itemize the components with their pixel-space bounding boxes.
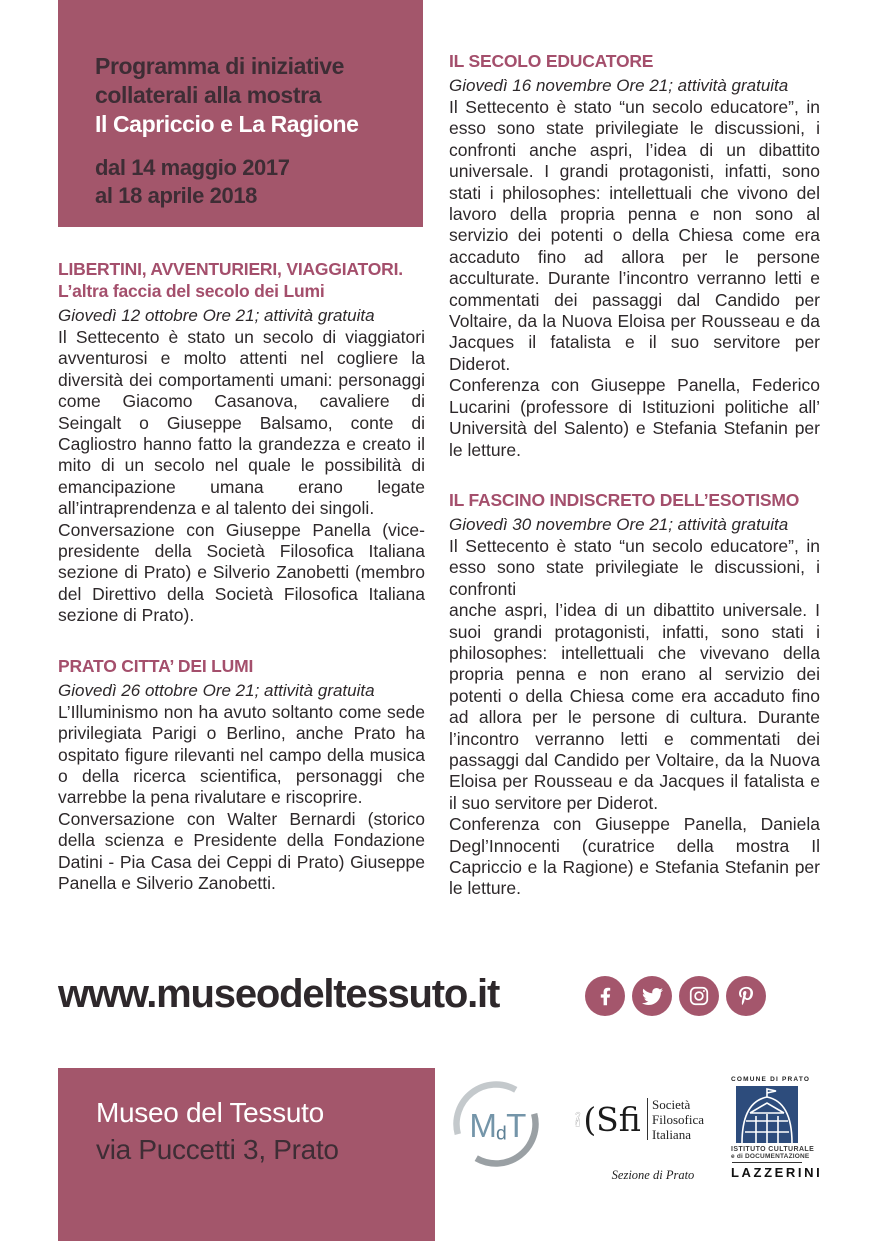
- twitter-icon: [642, 986, 663, 1007]
- pinterest-icon: [739, 986, 753, 1006]
- event-paragraph: Conferenza con Giuseppe Panella, Federico Lucarini (professore di Istituzioni politiche all’ Università del Salento) e Stefania Stefanin per le letture.: [449, 375, 820, 460]
- mdt-letter-d: d: [496, 1123, 507, 1145]
- website-link[interactable]: www.museodeltessuto.it: [58, 972, 500, 1016]
- mdt-letter-m: M: [469, 1107, 497, 1145]
- exhibition-title: Il Capriccio e La Ragione: [95, 111, 359, 137]
- event-paragraph: anche aspri, l’idea di un dibattito universale. I suoi grandi protagonisti, infatti, sono stati i philosophes: intellettuali che vivevano della propria penna e non erano al servizio dei potenti o della Chiesa come era accaduto fino ad allora per le persone di cultura. Durante l’incontro verranno letti e commentati dei passaggi dal Candido per Voltaire, da la Nuova Eloisa per Rousseau e da Jacques il fatalista e il suo servitore per Diderot.: [449, 600, 820, 813]
- twitter-link[interactable]: [632, 976, 672, 1016]
- mdt-letter-t: T: [506, 1107, 527, 1145]
- event-heading-line: IL FASCINO INDISCRETO DELL’ESOTISMO: [449, 489, 800, 510]
- event-heading-line: LIBERTINI, AVVENTURIERI, VIAGGIATORI.: [58, 259, 403, 279]
- event-paragraph: Il Settecento è stato un secolo di viaggiatori avventurosi e molto attenti nel cogliere la diversità dei comportamenti umani: personaggi come Giacomo Casanova, cavaliere di Seingalt o Giuseppe Balsamo, conte di Cagliostro hanno fatto la grandezza e creato il mito di un secolo nel quale le possibilità di emancipazione umana erano legate all’intraprendenza e al talento dei singoli.: [58, 327, 425, 519]
- lazzerini-divider: [732, 1162, 802, 1163]
- left-column: [58, 258, 425, 894]
- event-date: Giovedì 12 ottobre Ore 21; attività gratuita: [58, 306, 375, 325]
- event-section-libertini: [58, 258, 425, 627]
- facebook-link[interactable]: [585, 976, 625, 1016]
- event-date: Giovedì 26 ottobre Ore 21; attività gratuita: [58, 680, 375, 700]
- sfi-section-label: Sezione di Prato: [611, 1168, 695, 1182]
- event-heading-line: L’altra faccia del secolo dei Lumi: [58, 281, 325, 301]
- right-column: [449, 50, 820, 900]
- date-from: dal 14 maggio 2017: [95, 155, 290, 180]
- athena-sketch-icon: [574, 1076, 581, 1162]
- footer-address-box: [58, 1068, 435, 1241]
- event-heading: [58, 258, 425, 302]
- banner-title-line1: Programma di iniziative: [95, 53, 344, 79]
- documentazione-label: e di DOCUMENTAZIONE: [731, 1153, 810, 1160]
- sfi-name-line: Italiana: [652, 1126, 691, 1142]
- social-icons: [585, 976, 766, 1016]
- comune-di-prato-label: COMUNE DI PRATO: [731, 1076, 811, 1083]
- event-date: Giovedì 16 novembre Ore 21; attività gratuita: [449, 76, 789, 95]
- event-date: Giovedì 30 novembre Ore 21; attività gratuita: [449, 514, 789, 534]
- pinterest-link[interactable]: [726, 976, 766, 1016]
- event-section-secolo-educatore: [449, 50, 820, 461]
- sfi-name-line: Filosofica: [652, 1111, 704, 1127]
- museum-name: Museo del Tessuto: [96, 1097, 324, 1128]
- event-heading-line: PRATO CITTA’ DEI LUMI: [58, 655, 254, 676]
- societa-filosofica-italiana-logo: [574, 1076, 704, 1182]
- museum-address: via Puccetti 3, Prato: [96, 1134, 339, 1165]
- event-heading-line: IL SECOLO EDUCATORE: [449, 51, 654, 71]
- mdt-logo-icon: [450, 1078, 542, 1170]
- banner-title-line2: collaterali alla mostra: [95, 82, 322, 108]
- event-heading: [58, 655, 425, 677]
- sfi-logo-row: [574, 1076, 704, 1162]
- sfi-abbreviation: (Sfi: [583, 1099, 641, 1139]
- date-to: al 18 aprile 2018: [95, 183, 257, 208]
- lazzerini-building-icon: [736, 1086, 798, 1143]
- program-banner: [58, 0, 423, 227]
- lazzerini-logo: [731, 1076, 823, 1182]
- event-paragraph: Il Settecento è stato “un secolo educatore”, in esso sono state privilegiate le discussioni, i confronti: [449, 535, 820, 599]
- event-paragraph: L’Illuminismo non ha avuto soltanto come sede privilegiata Parigi o Berlino, anche Prato ha ospitato figure rilevanti nel campo della musica o della ricerca scientifica, personaggi che varrebbe la pena rivalutare e riscoprire.: [58, 701, 425, 808]
- museo-del-tessuto-logo: [450, 1078, 542, 1170]
- event-paragraph: Conversazione con Walter Bernardi (storico della scienza e Presidente della Fondazione Datini - Pia Casa dei Ceppi di Prato) Giuseppe Panella e Silverio Zanobetti.: [58, 808, 425, 893]
- banner-dates: [95, 154, 423, 210]
- istituto-culturale-label: ISTITUTO CULTURALE: [731, 1146, 815, 1153]
- event-section-prato-citta: [58, 655, 425, 895]
- lazzerini-name: LAZZERINI: [731, 1165, 823, 1180]
- website-row: [58, 972, 820, 1024]
- event-paragraph: Il Settecento è stato “un secolo educatore”, in esso sono state privilegiate le discussioni, i confronti anche aspri, l’idea di un dibattito universale. I grandi protagonisti, infatti, sono stati i philosophes: intellettuali che vivono del lavoro della propria penna e non sono al servizio dei potenti o della Chiesa come era accaduto fino ad allora per le persone acculturate. Durante l’incontro verranno letti e commentati dei passaggi dal Candido per Voltaire, da la Nuova Eloisa per Rousseau e da Jacques il fatalista e il suo servitore per Diderot.: [449, 97, 820, 374]
- sfi-name-line: Società: [652, 1096, 691, 1112]
- event-paragraph: Conversazione con Giuseppe Panella (vice-presidente della Società Filosofica Italiana sezione di Prato) e Silverio Zanobetti (membro del Direttivo della Società Filosofica Italiana sezione di Prato).: [58, 519, 425, 626]
- instagram-icon: [688, 985, 710, 1007]
- instagram-link[interactable]: [679, 976, 719, 1016]
- event-heading: [449, 50, 820, 72]
- event-section-fascino-esotismo: [449, 489, 820, 900]
- sfi-name-stack: [652, 1097, 704, 1142]
- event-heading: [449, 489, 820, 511]
- facebook-icon: [600, 986, 611, 1007]
- event-paragraph: Conferenza con Giuseppe Panella, Daniela Degl’Innocenti (curatrice della mostra Il Capriccio e la Ragione) e Stefania Stefanin per le letture.: [449, 814, 820, 899]
